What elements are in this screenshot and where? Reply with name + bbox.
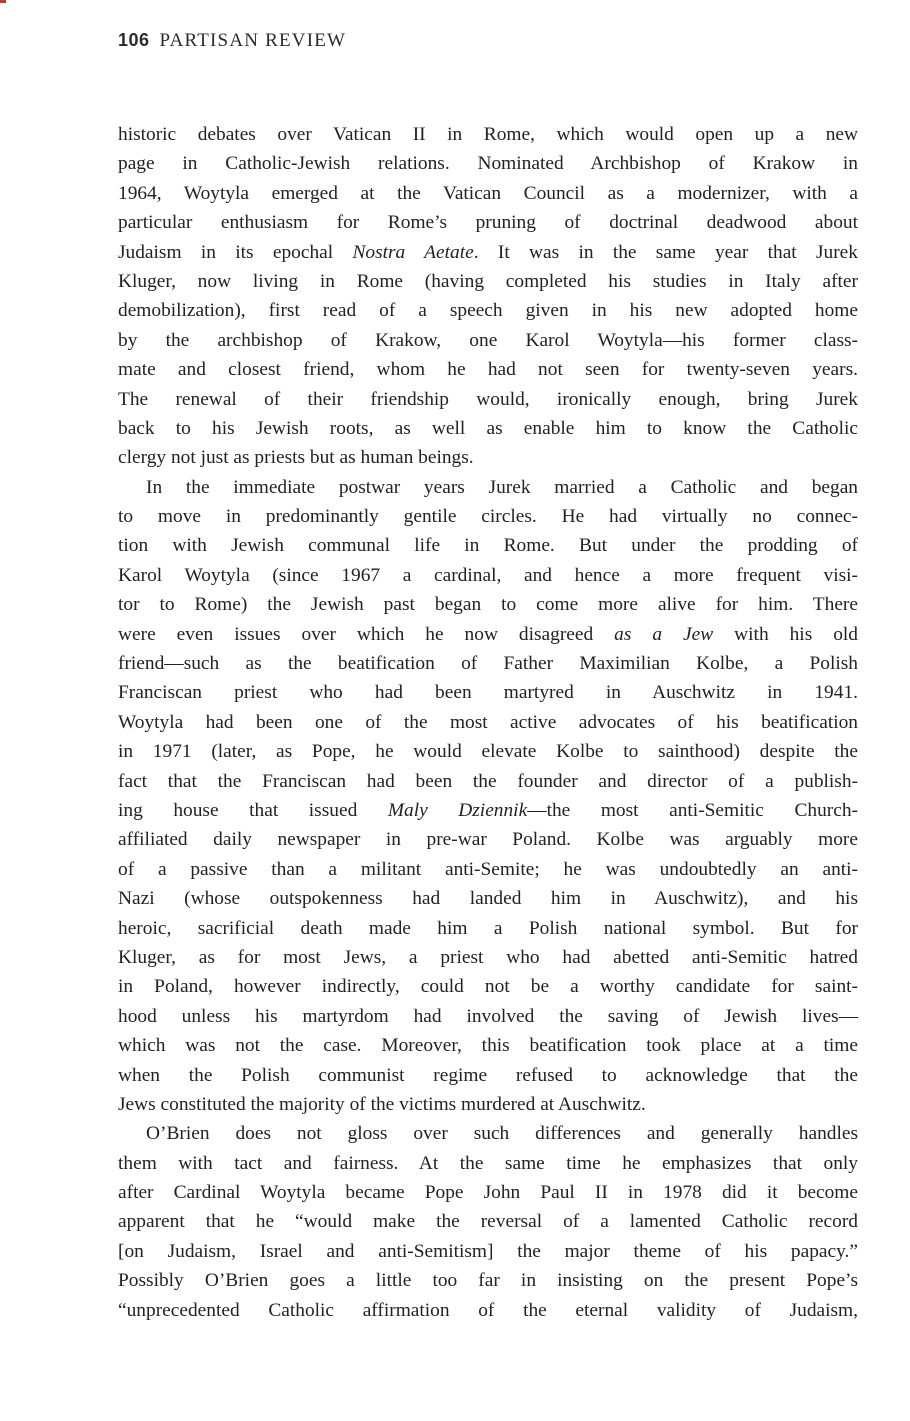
text-line [118, 179, 858, 208]
text-run: mate and closest friend, whom he had not seen for twenty-seven years. [118, 359, 858, 381]
body-text [118, 120, 858, 1325]
text-line [118, 620, 858, 649]
text-run: demobilization), first read of a speech given in his new adopted home [118, 300, 858, 322]
text-line [118, 120, 858, 149]
text-run: when the Polish communist regime refused to acknowledge that the [118, 1064, 858, 1086]
text-line [118, 1149, 858, 1178]
text-run: Judaism in its epochal [118, 241, 353, 263]
text-run: tion with Jewish communal life in Rome. But under the prodding of [118, 535, 858, 557]
paragraph [118, 120, 858, 473]
text-run: page in Catholic-Jewish relations. Nominated Archbishop of Krakow in [118, 153, 858, 175]
text-line [118, 884, 858, 913]
page-number: 106 [118, 30, 150, 50]
text-run: The renewal of their friendship would, ironically enough, bring Jurek [118, 388, 858, 410]
text-run: of a passive than a militant anti-Semite; he was undoubtedly an anti- [118, 858, 858, 880]
text-line [118, 267, 858, 296]
text-line [118, 796, 858, 825]
text-line [118, 914, 858, 943]
text-line [118, 1178, 858, 1207]
text-run: after Cardinal Woytyla became Pope John Paul II in 1978 did it become [118, 1182, 858, 1204]
text-line [118, 531, 858, 560]
page-corner-mark [0, 0, 6, 3]
paragraph [118, 473, 858, 1120]
text-line [118, 443, 858, 472]
text-line [118, 149, 858, 178]
italic-text: Maly Dziennik [387, 799, 528, 821]
text-line [118, 296, 858, 325]
text-run: In the immediate postwar years Jurek married a Catholic and began [146, 476, 858, 498]
text-run: in 1971 (later, as Pope, he would elevate Kolbe to sainthood) despite the [118, 741, 858, 763]
text-run: clergy not just as priests but as human beings. [118, 447, 474, 469]
text-line [118, 1031, 858, 1060]
text-line [118, 649, 858, 678]
journal-title: PARTISAN REVIEW [159, 30, 347, 51]
text-run: [on Judaism, Israel and anti-Semitism] the major theme of his papacy.” [118, 1240, 858, 1262]
text-line [118, 1266, 858, 1295]
text-run: Kluger, as for most Jews, a priest who had abetted anti-Semitic hatred [118, 946, 858, 968]
text-line [118, 1207, 858, 1236]
paragraph [118, 1119, 858, 1325]
text-run: Franciscan priest who had been martyred in Auschwitz in 1941. [118, 682, 858, 704]
text-line [118, 708, 858, 737]
text-run: apparent that he “would make the reversal of a lamented Catholic record [118, 1211, 858, 1233]
text-run: hood unless his martyrdom had involved the saving of Jewish lives— [118, 1005, 858, 1027]
text-run: historic debates over Vatican II in Rome, which would open up a new [118, 124, 858, 145]
text-run: ing house that issued [118, 799, 388, 821]
text-line [118, 355, 858, 384]
text-run: heroic, sacrificial death made him a Polish national symbol. But for [118, 917, 858, 939]
text-line [118, 502, 858, 531]
text-line [118, 972, 858, 1001]
text-run: to move in predominantly gentile circles. He had virtually no connec- [118, 506, 858, 528]
text-line [118, 385, 858, 414]
text-run: “unprecedented Catholic affirmation of the eternal validity of Judaism, [118, 1299, 858, 1321]
text-run: tor to Rome) the Jewish past began to come more alive for him. There [118, 594, 858, 616]
text-run: Jews constituted the majority of the victims murdered at Auschwitz. [118, 1093, 646, 1115]
text-run: friend—such as the beatification of Father Maximilian Kolbe, a Polish [118, 653, 858, 675]
italic-text: Nostra Aetate [352, 241, 474, 263]
text-run: —the most anti-Semitic Church- [527, 799, 858, 821]
text-line [118, 1002, 858, 1031]
text-run: in Poland, however indirectly, could not be a worthy candidate for saint- [118, 976, 858, 998]
text-run: Woytyla had been one of the most active advocates of his beatification [118, 711, 858, 733]
text-line [118, 208, 858, 237]
text-run: O’Brien does not gloss over such differences and generally handles [146, 1123, 858, 1145]
text-run: affiliated daily newspaper in pre-war Poland. Kolbe was arguably more [118, 829, 858, 851]
text-line [118, 590, 858, 619]
text-run: Karol Woytyla (since 1967 a cardinal, and hence a more frequent visi- [118, 564, 858, 586]
text-run: fact that the Franciscan had been the founder and director of a publish- [118, 770, 858, 792]
text-line [118, 825, 858, 854]
text-line [118, 561, 858, 590]
text-line [118, 1090, 858, 1119]
text-run: them with tact and fairness. At the same time he emphasizes that only [118, 1152, 858, 1174]
text-run: particular enthusiasm for Rome’s pruning of doctrinal deadwood about [118, 212, 858, 234]
text-run: 1964, Woytyla emerged at the Vatican Council as a modernizer, with a [118, 182, 858, 204]
text-line [118, 1061, 858, 1090]
text-line [118, 737, 858, 766]
text-line [118, 1296, 858, 1325]
text-run: with his old [713, 623, 858, 645]
text-run: were even issues over which he now disagreed [118, 623, 615, 645]
text-run: Kluger, now living in Rome (having completed his studies in Italy after [118, 270, 858, 292]
text-line [118, 855, 858, 884]
text-line [118, 767, 858, 796]
text-line [118, 326, 858, 355]
running-head [118, 30, 346, 52]
text-run: by the archbishop of Krakow, one Karol Woytyla—his former class- [118, 329, 858, 351]
text-run: back to his Jewish roots, as well as enable him to know the Catholic [118, 417, 858, 439]
text-line [118, 943, 858, 972]
text-line [118, 238, 858, 267]
text-run: Nazi (whose outspokenness had landed him in Auschwitz), and his [118, 888, 858, 910]
text-line [118, 473, 858, 502]
text-line [118, 678, 858, 707]
text-line [118, 414, 858, 443]
text-run: Possibly O’Brien goes a little too far in insisting on the present Pope’s [118, 1270, 858, 1292]
text-run: which was not the case. Moreover, this beatification took place at a time [118, 1035, 858, 1057]
text-line [118, 1237, 858, 1266]
text-run: . It was in the same year that Jurek [473, 241, 858, 263]
italic-text: as a Jew [614, 623, 714, 645]
text-line [118, 1119, 858, 1148]
